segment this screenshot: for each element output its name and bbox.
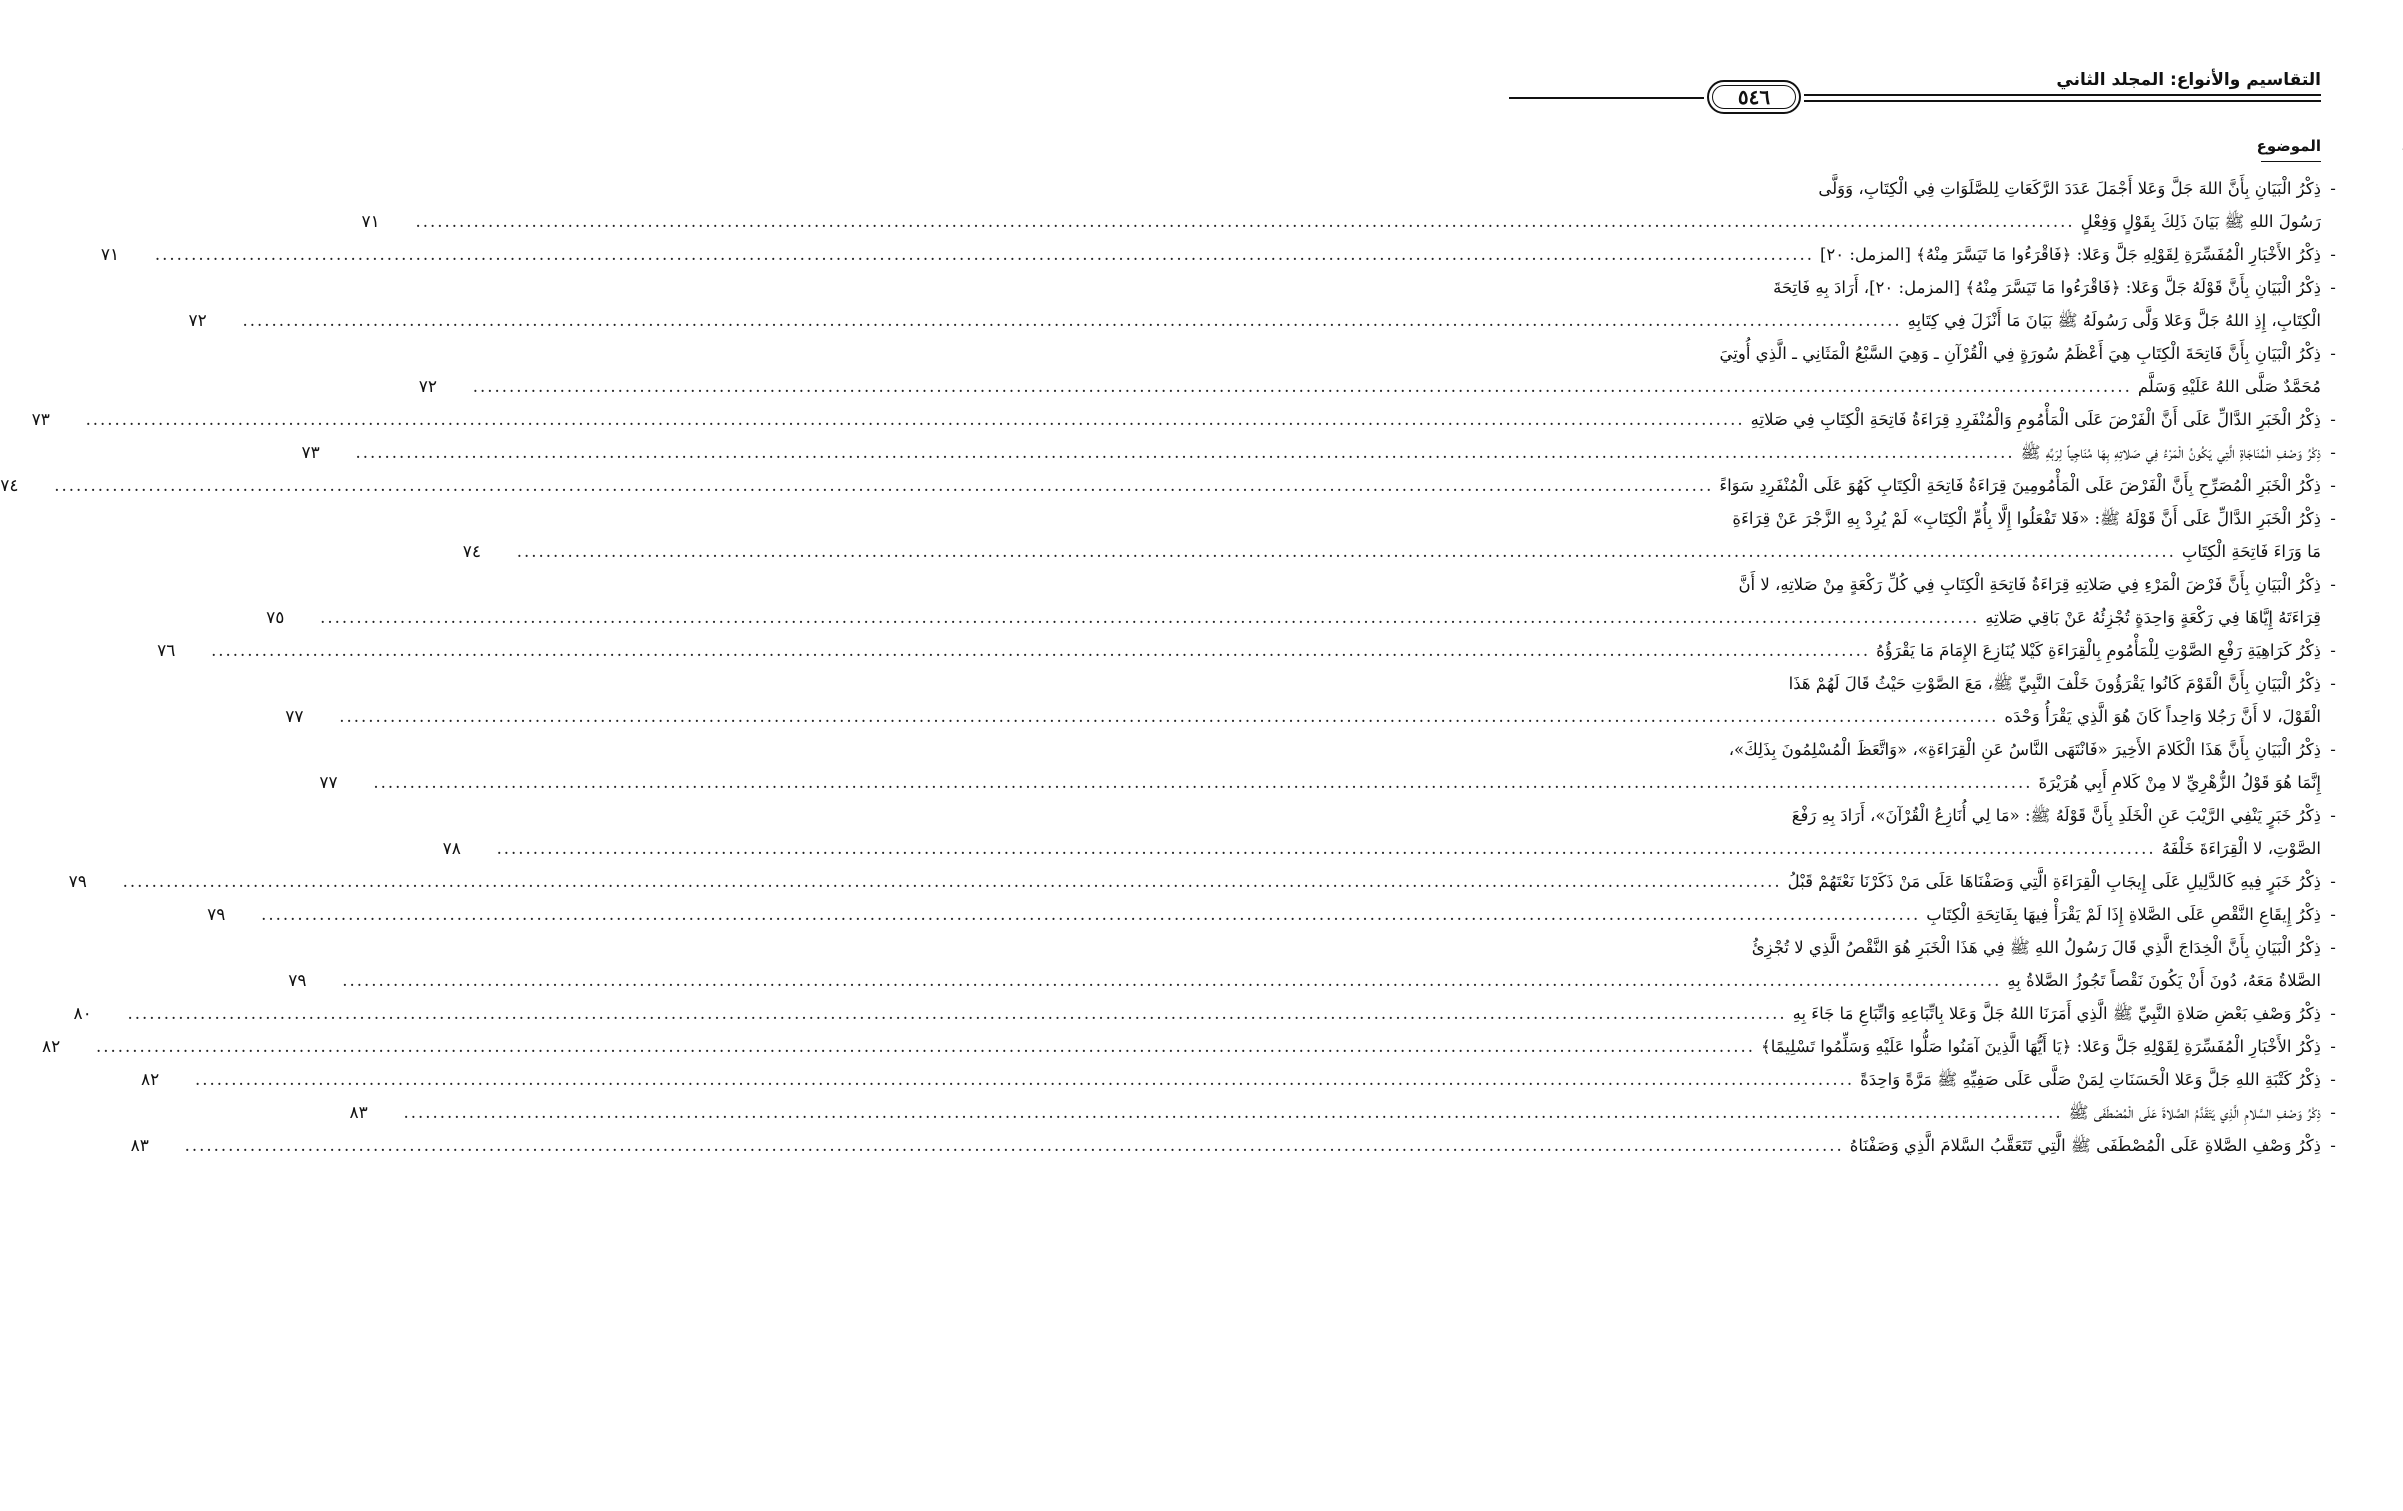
entry-text: الْكِتَابِ، إِذِ اللهُ جَلَّ وَعَلا وَلَّى رَسُولَهُ ﷺ بَيَانَ مَا أَنْزَلَ فِي كِتَابِهِ xyxy=(1907,311,2321,330)
dot-leader xyxy=(211,634,1870,667)
entry-text: ذِكْرُ الْبَيَانِ بِأَنَّ الْخِدَاجَ الَّذِي قَالَ رَسُولُ اللهِ ﷺ فِي هَذَا الْخَبَرِ هُوَ النَّقْصُ الَّذِي لا تُجْزِئُ xyxy=(1751,938,2321,957)
topic-column-heading: الموضوع xyxy=(2256,137,2321,155)
toc-entry-line xyxy=(1509,271,2345,304)
toc-entry-line xyxy=(1509,733,2345,766)
entry-text: قِرَاءَتَهُ إِيَّاهَا فِي رَكْعَةٍ وَاحِدَةٍ تُجْزِئُهُ عَنْ بَاقِي صَلاتِهِ xyxy=(1985,608,2321,627)
entry-text: ذِكْرُ الْبَيَانِ بِأَنَّ اللهَ جَلَّ وَعَلا أَجْمَلَ عَدَدَ الرَّكَعَاتِ لِلصَّلَوَاتِ فِي الْكِتَابِ، وَوَلَّى xyxy=(1818,179,2321,198)
entry-page-number: ٧٨ xyxy=(442,839,461,859)
dot-leader xyxy=(195,1063,1854,1096)
entry-text: ذِكْرُ وَصْفِ الْمُنَاجَاةِ الَّتِي يَكُونُ الْمَرْءُ فِي صَلاتِهِ بِهَا مُنَاجِياً لِرَبِّهِ ﷺ xyxy=(2020,443,2321,462)
toc-entry xyxy=(157,634,2345,667)
entry-dash: - xyxy=(2330,509,2336,528)
toc-entry xyxy=(288,931,2345,997)
column-headings xyxy=(1509,137,2321,167)
entry-text: ذِكْرُ الْخَبَرِ الدَّالِّ عَلَى أَنَّ قَوْلَهُ ﷺ: «فَلا تَفْعَلُوا إِلَّا بِأُمِّ الْكِتَابِ» لَمْ يُرِدْ بِهِ الزَّجْرَ عَنْ قِرَاءَةِ xyxy=(1732,509,2321,528)
entry-dash: - xyxy=(2330,443,2336,462)
entry-text: ذِكْرُ وَصْفِ السَّلامِ الَّذِي يَتَقَدَّمُ الصَّلاةَ عَلَى الْمُصْطَفَى ﷺ xyxy=(2068,1103,2321,1122)
toc-entry-line xyxy=(130,1129,2345,1162)
entry-page-number: ٨٣ xyxy=(349,1103,368,1123)
dot-leader xyxy=(54,469,1713,502)
entry-page-number: ٧٣ xyxy=(301,443,320,463)
toc-entry-line xyxy=(288,964,2345,997)
entry-dash: - xyxy=(2330,179,2336,198)
header-rule xyxy=(1804,100,2321,102)
toc-entry xyxy=(361,172,2345,238)
toc-entry xyxy=(319,733,2345,799)
entry-text: ذِكْرُ الْبَيَانِ بِأَنَّ فَاتِحَةَ الْكِتَابِ هِيَ أَعْظَمُ سُورَةٍ فِي الْقُرْآنِ ـ وَهِيَ السَّبْعُ الْمَثَانِي ـ الَّذِي أُوتِيَ xyxy=(1719,344,2321,363)
toc-entry xyxy=(285,667,2345,733)
toc-entry-line xyxy=(1509,667,2345,700)
toc-entry xyxy=(301,436,2345,469)
dot-leader xyxy=(320,601,1979,634)
toc-entry-line xyxy=(157,634,2345,667)
dot-leader xyxy=(123,865,1782,898)
entry-text: ذِكْرُ إِيقَاعِ النَّقْصِ عَلَى الصَّلاةِ إِذَا لَمْ يَقْرَأْ فِيهَا بِفَاتِحَةِ الْكِتَابِ xyxy=(1926,905,2321,924)
entry-dash: - xyxy=(2330,1070,2336,1089)
entry-dash: - xyxy=(2330,872,2336,891)
toc-entry-line xyxy=(418,370,2345,403)
entry-page-number: ٧٣ xyxy=(31,410,50,430)
entry-page-number: ٧٩ xyxy=(207,905,226,925)
toc-entry xyxy=(100,238,2345,271)
toc-entry xyxy=(442,799,2345,865)
entry-page-number: ٧٥ xyxy=(266,608,285,628)
entry-text: ذِكْرُ الْبَيَانِ بِأَنَّ قَوْلَهُ جَلَّ وَعَلا: ﴿فَاقْرَءُوا مَا تَيَسَّرَ مِنْهُ﴾ [المزمل: ٢٠]، أَرَادَ بِهِ فَاتِحَةَ xyxy=(1773,278,2321,297)
dot-leader xyxy=(339,700,1998,733)
entry-text: الْقَوْلَ، لا أَنَّ رَجُلا وَاحِداً كَانَ هُوَ الَّذِي يَقْرَأُ وَحْدَه xyxy=(2004,707,2321,726)
dot-leader xyxy=(96,1030,1755,1063)
entry-page-number: ٨٢ xyxy=(41,1037,61,1057)
entry-text: الصَّوْتِ، لا الْقِرَاءَةَ خَلْفَهُ xyxy=(2161,839,2321,858)
entry-text: ذِكْرُ الْخَبَرِ الدَّالِّ عَلَى أَنَّ الْفَرْضَ عَلَى الْمَأْمُومِ وَالْمُنْفَرِدِ قِرَاءَةُ فَاتِحَةِ الْكِتَابِ فِي صَلاتِهِ xyxy=(1750,410,2321,429)
toc-entry-line xyxy=(1509,502,2345,535)
toc-entry-line xyxy=(349,1096,2345,1129)
entry-dash: - xyxy=(2330,740,2336,759)
entry-page-number: ٧١ xyxy=(100,245,120,265)
dot-leader xyxy=(342,964,2001,997)
entry-page-number: ٨٢ xyxy=(141,1070,160,1090)
entry-text: ذِكْرُ كَرَاهِيَةِ رَفْعِ الصَّوْتِ لِلْمَأْمُومِ بِالْقِرَاءَةِ كَيْلا يُنَازِعَ الإِمَامَ مَا يَقْرَؤُهُ xyxy=(1876,641,2321,660)
entry-dash: - xyxy=(2330,938,2336,957)
toc-entry-line xyxy=(266,601,2345,634)
entry-dash: - xyxy=(2330,1136,2336,1155)
dot-leader xyxy=(473,370,2132,403)
entry-page-number: ٧٤ xyxy=(462,542,482,562)
entry-text: ذِكْرُ خَبَرٍ فِيهِ كَالدَّلِيلِ عَلَى إِيجَابِ الْقِرَاءَةِ الَّتِي وَصَفْنَاهَا عَلَى مَنْ ذَكَرْنَا نَعْتَهُمْ قَبْلُ xyxy=(1787,872,2321,891)
entry-dash: - xyxy=(2330,905,2336,924)
dot-leader xyxy=(404,1096,2063,1129)
entry-dash: - xyxy=(2330,575,2336,594)
header-rule xyxy=(1804,94,2321,96)
toc-entry xyxy=(349,1096,2345,1129)
toc-entry xyxy=(130,1129,2345,1162)
toc-entry-line xyxy=(1509,799,2345,832)
entry-dash: - xyxy=(2330,1004,2336,1023)
toc-entry-line xyxy=(462,535,2345,568)
entry-text: ذِكْرُ خَبَرٍ يَنْفِي الرَّيْبَ عَنِ الْخَلَدِ بِأَنَّ قَوْلَهُ ﷺ: «مَا لِي أُنَازِعُ الْقُرْآنَ»، أَرَادَ بِهِ رَفْعَ xyxy=(1791,806,2321,825)
toc-entries xyxy=(0,172,2345,1162)
toc-entry xyxy=(141,1063,2345,1096)
toc-entry-line xyxy=(1509,931,2345,964)
page-number-frame xyxy=(1707,80,1801,114)
toc-entry xyxy=(207,898,2345,931)
entry-page-number: ٧٢ xyxy=(418,377,437,397)
entry-page-number: ٨٠ xyxy=(73,1004,92,1024)
entry-dash: - xyxy=(2330,641,2336,660)
entry-dash: - xyxy=(2330,1037,2336,1056)
toc-entry-line xyxy=(68,865,2345,898)
entry-page-number: ٧١ xyxy=(361,212,380,232)
toc-entry xyxy=(0,469,2345,502)
entry-page-number: ٧٩ xyxy=(288,971,307,991)
toc-entry-line xyxy=(31,403,2345,436)
entry-text: ذِكْرُ كَتْبَةِ اللهِ جَلَّ وَعَلا الْحَسَنَاتِ لِمَنْ صَلَّى عَلَى صَفِيِّهِ ﷺ مَرَّةً وَاحِدَةً xyxy=(1860,1070,2321,1089)
toc-entry-line xyxy=(0,469,2345,502)
toc-entry xyxy=(266,568,2345,634)
entry-dash: - xyxy=(2330,344,2336,363)
toc-entry xyxy=(418,337,2345,403)
entry-dash: - xyxy=(2330,476,2336,495)
entry-dash: - xyxy=(2330,806,2336,825)
dot-leader xyxy=(155,238,1814,271)
entry-text: ذِكْرُ الْبَيَانِ بِأَنَّ هَذَا الْكَلامَ الأَخِيرَ «فَانْتَهَى النَّاسُ عَنِ الْقِرَاءَةِ»، «وَاتَّعَظَ الْمُسْلِمُونَ بِذَلِكَ»، xyxy=(1728,740,2321,759)
dot-leader xyxy=(261,898,1920,931)
entry-text: مَا وَرَاءَ فَاتِحَةِ الْكِتَابِ xyxy=(2181,542,2321,561)
running-title: التقاسيم والأنواع: المجلد الثاني xyxy=(2056,70,2321,90)
entry-text: مُحَمَّدٌ صَلَّى اللهُ عَلَيْهِ وَسَلَّم xyxy=(2137,377,2321,396)
entry-text: ذِكْرُ الْبَيَانِ بِأَنَّ فَرْضَ الْمَرْءِ فِي صَلاتِهِ قِرَاءَةُ فَاتِحَةِ الْكِتَابِ فِي كُلِّ رَكْعَةٍ مِنْ صَلاتِهِ، لا أَنَّ xyxy=(1738,575,2321,594)
entry-text: رَسُولَ اللهِ ﷺ بَيَانَ ذَلِكَ بِقَوْلٍ وَفِعْلٍ xyxy=(2080,212,2321,231)
entry-text: ذِكْرُ الأَخْبَارِ الْمُفَسِّرَةِ لِقَوْلِهِ جَلَّ وَعَلا: ﴿فَاقْرَءُوا مَا تَيَسَّرَ مِنْهُ﴾ [المزمل: ٢٠] xyxy=(1819,245,2321,264)
toc-entry-line xyxy=(1509,568,2345,601)
page-header xyxy=(1509,70,2321,128)
entry-page-number: ٧٧ xyxy=(285,707,304,727)
toc-entry-line xyxy=(285,700,2345,733)
entry-dash: - xyxy=(2330,245,2336,264)
dot-leader xyxy=(517,535,2176,568)
toc-entry-line xyxy=(442,832,2345,865)
toc-entry-line xyxy=(319,766,2345,799)
entry-text: إِنَّمَا هُوَ قَوْلُ الزُّهْرِيِّ لا مِنْ كَلامِ أَبِي هُرَيْرَةَ xyxy=(2038,773,2321,792)
toc-entry-line xyxy=(301,436,2345,469)
entry-page-number: ٧٦ xyxy=(157,641,176,661)
dot-leader xyxy=(185,1129,1844,1162)
entry-dash: - xyxy=(2330,1103,2336,1122)
dot-leader xyxy=(416,205,2075,238)
toc-entry xyxy=(68,865,2345,898)
entry-dash: - xyxy=(2330,410,2336,429)
toc-entry-line xyxy=(73,997,2345,1030)
entry-page-number: ٨٣ xyxy=(130,1136,149,1156)
toc-entry-line xyxy=(41,1030,2345,1063)
entry-text: الصَّلاةُ مَعَهُ، دُونَ أَنْ يَكُونَ نَقْصاً تَجُوزُ الصَّلاةُ بِهِ xyxy=(2007,971,2321,990)
entry-text: ذِكْرُ وَصْفِ بَعْضِ صَلاةِ النَّبِيِّ ﷺ الَّذِي أَمَرَنَا اللهُ جَلَّ وَعَلا بِاتِّبَاعِهِ وَاتِّبَاعِ مَا جَاءَ بِهِ xyxy=(1792,1004,2321,1023)
dot-leader xyxy=(243,304,1902,337)
toc-entry xyxy=(188,271,2345,337)
dot-leader xyxy=(86,403,1745,436)
toc-entry xyxy=(41,1030,2345,1063)
dot-leader xyxy=(356,436,2015,469)
page-number: ٥٤٦ xyxy=(1737,85,1771,109)
dot-leader xyxy=(497,832,2156,865)
toc-entry-line xyxy=(100,238,2345,271)
toc-entry-line xyxy=(361,205,2345,238)
entry-page-number: ٧٢ xyxy=(188,311,207,331)
entry-text: ذِكْرُ الأَخْبَارِ الْمُفَسِّرَةِ لِقَوْلِهِ جَلَّ وَعَلا: ﴿يَا أَيُّهَا الَّذِينَ آمَنُوا صَلُّوا عَلَيْهِ وَسَلِّمُوا تَسْلِيمًا﴾ xyxy=(1761,1037,2321,1056)
toc-entry xyxy=(462,502,2345,568)
entry-page-number: ٧٤ xyxy=(0,476,19,496)
entry-text: ذِكْرُ الْخَبَرِ الْمُصَرِّحِ بِأَنَّ الْفَرْضَ عَلَى الْمَأْمُومِينَ قِرَاءَةُ فَاتِحَةِ الْكِتَابِ كَهُوَ عَلَى الْمُنْفَرِدِ سَوَاءً xyxy=(1719,476,2321,495)
entry-text: ذِكْرُ وَصْفِ الصَّلاةِ عَلَى الْمُصْطَفَى ﷺ الَّتِي تَتَعَقَّبُ السَّلامَ الَّذِي وَصَفْنَاهُ xyxy=(1849,1136,2321,1155)
toc-entry xyxy=(73,997,2345,1030)
dot-leader xyxy=(128,997,1787,1030)
toc-entry-line xyxy=(1509,337,2345,370)
header-rule xyxy=(1509,97,1704,99)
entry-text: ذِكْرُ الْبَيَانِ بِأَنَّ الْقَوْمَ كَانُوا يَقْرَؤُونَ خَلْفَ النَّبِيِّ ﷺ، مَعَ الصَّوْتِ حَيْثُ قَالَ لَهُمْ هَذَا xyxy=(1788,674,2321,693)
entry-dash: - xyxy=(2330,278,2336,297)
toc-entry-line xyxy=(188,304,2345,337)
toc-entry-line xyxy=(207,898,2345,931)
dot-leader xyxy=(373,766,2032,799)
entry-page-number: ٧٧ xyxy=(319,773,338,793)
entry-dash: - xyxy=(2330,674,2336,693)
entry-page-number: ٧٩ xyxy=(68,872,87,892)
toc-entry-line xyxy=(141,1063,2345,1096)
toc-entry xyxy=(31,403,2345,436)
toc-entry-line xyxy=(1509,172,2345,205)
